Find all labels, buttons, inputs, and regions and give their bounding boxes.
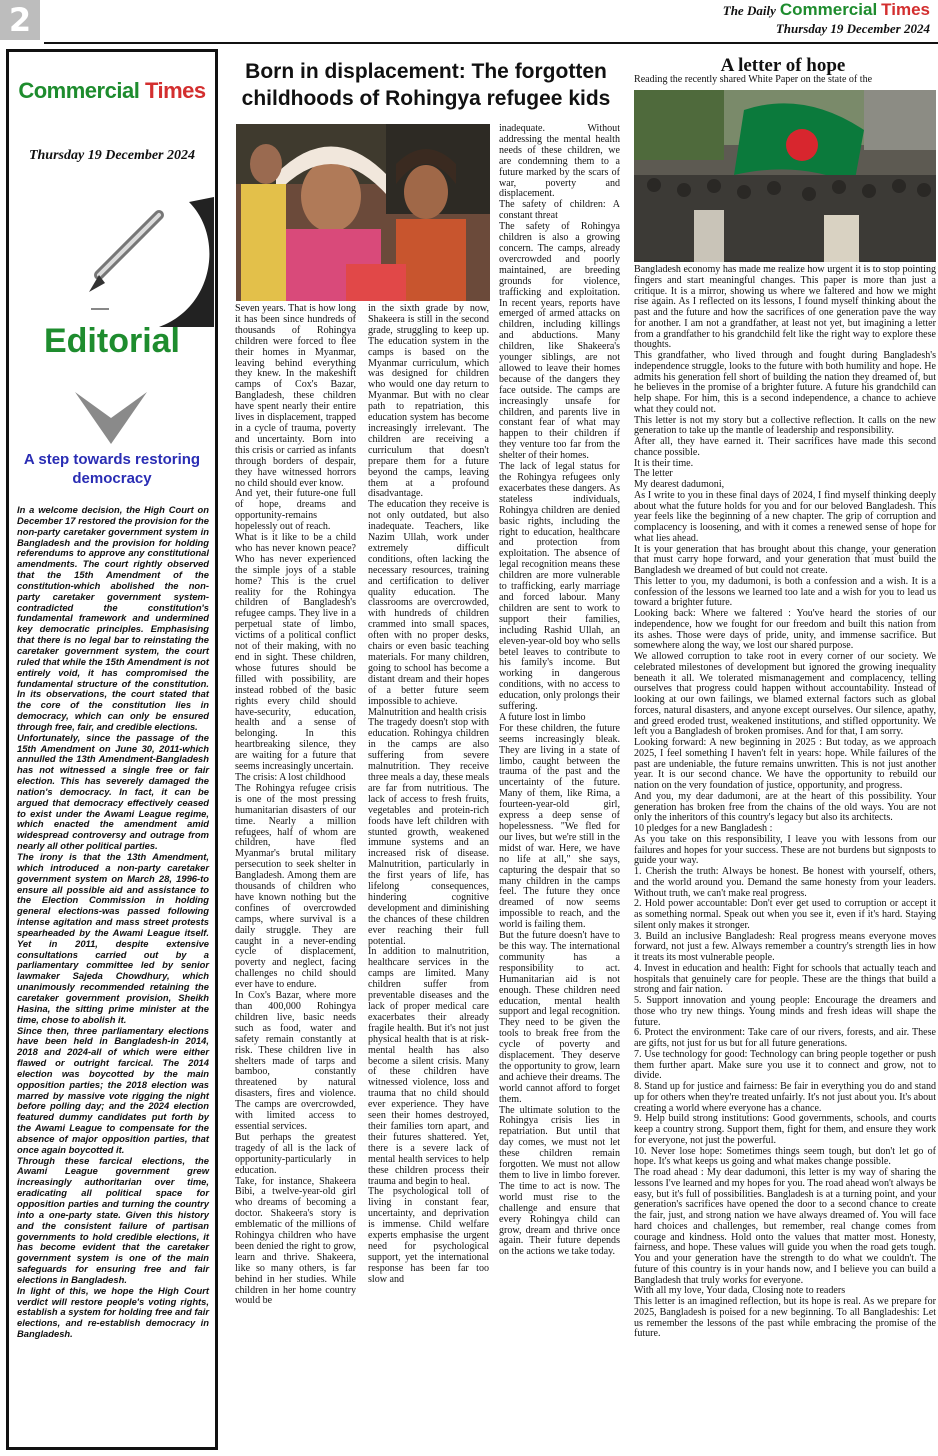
article-paragraph: In Cox's Bazar, where more than 400,000 Rohingya children live, basic needs such as food, water and safety remain constantly at risk. These children live in shelters made of tarps and bamboo, constantly threatened by natural disasters, fires and violence. The camps are overcrowded, with limited access to essential services. — [235, 990, 356, 1132]
page-number: 2 — [0, 0, 40, 40]
letter-paragraph: After all, they have earned it. Their sacrifices have made this second chance possible. — [634, 436, 936, 458]
article-paragraph: The ultimate solution to the Rohingya crisis lies in repatriation. But until that day comes, we must not let these children remain forgotten. We must not allow them to live in limbo forever. The time to act is now. The world must rise to the challenge and ensure that every Rohingya child can grow, dream and thrive once again. Their future depends on the actions we take today. — [499, 1104, 620, 1258]
letter-paragraph: 3. Build an inclusive Bangladesh: Real progress means everyone moves forward, not just a few. Always remember a country's strength lies in how it treats its most vulnerable people. — [634, 930, 936, 963]
masthead-word1: Commercial — [779, 0, 878, 19]
letter-article-body — [634, 265, 936, 1450]
letter-paragraph: 4. Invest in education and health: Fight for schools that actually teach and hospitals that genuinely care for people. These are the things that build a strong and fair nation. — [634, 962, 936, 996]
header-date: Thursday 19 December 2024 — [775, 21, 930, 36]
letter-paragraph: Looking forward: A new beginning in 2025 : But today, as we approach 2025, I feel something I haven't felt in years: hope. While failures of the past are undeniable, the future remains unwritten. This is not just another year. It is our second chance. We have the opportunity to rebuild our nation on the very foundation of justice, opportunity, and progress. — [634, 737, 936, 791]
editorial-sidebar — [6, 49, 218, 1450]
article-paragraph: Seven years. That is how long it has been since hundreds of thousands of Rohingya children were forced to flee their homes in Myanmar, leaving behind everything they knew. In the makeshift camps of Cox's Bazar, Bangladesh, these children have spent nearly their entire lives in displacement, trapped in a cycle of trauma, poverty and uncertainty. Born into this crisis or carried as infants through borders of despair, they have witnessed horrors no child should ever know. — [235, 304, 356, 489]
article-paragraph: But the future doesn't have to be this way. The international community has a responsibility to act. Humanitarian aid is not enough. These children need education, mental health support and legal recognition. They need to be given the tools to break free from the cycle of poverty and displacement. They deserve the opportunity to grow, learn and achieve their dreams. The world cannot afford to forget them. — [499, 930, 620, 1105]
article-paragraph: The education they receive is not only outdated, but also inadequate. Teachers, like Nazim Ullah, work under extremely difficult conditions, often lacking the necessary resources, training and certification to deliver quality education. The classrooms are overcrowded, with hundreds of children crammed into small spaces, often with no proper desks, chairs or even basic teaching materials. For many children, going to school has become a distant dream and their hopes of a better future seem impossible to achieve. — [368, 499, 489, 707]
article-paragraph: In addition to malnutrition, healthcare services in the camps are limited. Many children suffer from preventable diseases and the lack of proper medical care exacerbates their already fragile health. But it's not just physical health that is at risk-mental health has also become a silent crisis. Many of these children have witnessed violence, loss and trauma that no child should ever experience. They have seen their homes destroyed, their families torn apart, and their futures shattered. Yet, there is a severe lack of mental health services to help these children process their trauma and begin to heal. — [368, 946, 489, 1187]
masthead — [723, 0, 930, 20]
rohingya-column-2 — [368, 304, 489, 1444]
protest-crowd-photo — [634, 90, 936, 262]
masthead-prefix: The Daily — [722, 3, 776, 18]
editorial-paragraph: In a welcome decision, the High Court on December 17 restored the provision for the non-party caretaker government system in Bangladesh and the provision for holding referendums to approve any constitutional amendments. The court rightly observed that the 15th Amendment of the constitution-which abolished the non-party caretaker government system-contradicted the constitution's fundamental framework and undermined key democratic principles. Emphasising that there is no legal bar to reinstating the caretaker government system, the court ruled that while the 15th Amendment is not entirely void, it has compromised the fundamental structure of the constitution. In its observations, the court stated that the core of the constitution lies in democracy, which can only be ensured through free, fair, and credible elections. — [17, 504, 209, 732]
rohingya-children-photo — [236, 124, 490, 301]
letter-paragraph: Bangladesh economy has made me realize how urgent it is to stop pointing fingers and start meaningful changes. This paper is more than just a critique. It is a mirror, showing us where we faltered and how we might rise again. As I reflected on its lessons, I found myself thinking about the past and the future and how the sacrifices of one generation pave the way for another. I am not a grandfather, at least not yet, but imagining a letter from a grandfather to his grandchild felt like the right way to explore these thoughts. — [634, 265, 936, 351]
letter-paragraph: 7. Use technology for good: Technology can bring people together or push them further apart. Make sure you use it to connect and grow, not to divide. — [634, 1048, 936, 1082]
letter-paragraph: It is their time. — [634, 457, 694, 469]
letter-paragraph: And you, my dear dadumoni, are at the heart of this possibility. Your generation has broken free from the chains of the old ways. You are not only the inheritors of this country's legacy but also its architects. — [634, 790, 936, 824]
letter-paragraph: 1. Cherish the truth: Always be honest. Be honest with yourself, others, and the world around you. Demand the same honesty from your leaders. Without truth, we can't make real progress. — [634, 866, 936, 899]
article-paragraph: But perhaps the greatest tragedy of all is the lack of opportunity-particularly in education. — [235, 1131, 356, 1176]
article-paragraph: in the sixth grade by now, Shakeera is still in the second grade, struggling to keep up. The education system in the camps is based on the Myanmar curriculum, which was designed for children who would one day return to Myanmar. But with no clear path to repatriation, this education system has become increasingly irrelevant. The children are receiving a curriculum that doesn't prepare them for a future beyond the camps, leaving them at a profound disadvantage. — [368, 304, 489, 500]
arrow-down-icon — [71, 388, 151, 448]
letter-intro: Reading the recently shared White Paper on the state of the — [634, 74, 873, 85]
editorial-paragraph: Unfortunately, since the passage of the 15th Amendment on June 30, 2011-which annulled the 13th Amendment-Bangladesh has not witnessed a single free or fair election. This has severely damaged the nation's democracy. In fact, it can be argued that democracy effectively ceased to exist under the Awami League regime, which enacted the amendment amid widespread controversy and outrage from nearly all other political parties. — [17, 731, 209, 852]
logo-word1: Commercial — [18, 78, 140, 103]
sidebar-logo — [9, 78, 215, 104]
article-subhead: The safety of children: A constant threat — [499, 199, 620, 222]
letter-paragraph: 10 pledges for a new Bangladesh : — [634, 823, 773, 834]
article-paragraph: What is it like to be a child who has never known peace? Who has never experienced the simple joys of a stable home? This is the cruel reality for the Rohingya children of Bangladesh's refugee camps. They live in a perpetual state of limbo, victims of a political conflict not of their making, with no end in sight. These children, whose futures should be filled with possibility, are instead robbed of the basic rights every child should have-security, education, health and a sense of belonging. In this heartbreaking silence, they are waiting for a future that seems increasingly uncertain. — [235, 532, 356, 773]
pen-icon — [39, 197, 218, 327]
letter-paragraph: 8. Stand up for justice and fairness: Be fair in everything you do and stand up for others when they're treated unfairly. It's not just about you. It's about creating a world where everyone has a chance. — [634, 1081, 936, 1114]
letter-paragraph: My dearest dadumoni, — [634, 479, 725, 490]
editorial-paragraph: In light of this, we hope the High Court verdict will restore people's voting rights, establish a system for holding free and fair elections, and re-establish democracy in Bangladesh. — [17, 1284, 209, 1340]
sidebar-date: Thursday 19 December 2024 — [28, 148, 196, 163]
editorial-body — [17, 505, 209, 1340]
letter-paragraph: 6. Protect the environment: Take care of our rivers, forests, and air. These are gifts, not just for us but for all future generations. — [634, 1027, 936, 1049]
editorial-title: A step towards restoring democracy — [23, 451, 201, 487]
article-paragraph: For these children, the future seems increasingly bleak. They are living in a state of limbo, caught between the trauma of the past and the uncertainty of the future. Many of them, like Rima, a fourteen-year-old girl, express a deep sense of hopelessness. "We fled for our lives, but we're still in the midst of war. Here, we have no life at all," she says, capturing the despair that so many children in the camps feel. The future they once dreamed of now seems impossible to reach, and the world is failing them. — [499, 722, 620, 931]
article-paragraph: Take, for instance, Shakeera Bibi, a twelve-year-old girl who dreams of becoming a doctor. Shakeera's story is emblematic of the millions of Rohingya children who have been denied the right to grow, learn and thrive. Shakeera, like so many others, is far behind in her studies. While children in her home country would be — [235, 1175, 356, 1307]
masthead-word2: Times — [881, 0, 930, 19]
editorial-paragraph: The irony is that the 13th Amendment, which introduced a non-party caretaker government system on March 28, 1996-to ensure all possible aid and assistance to the Election Commission in holding general elections-was passed following intense agitation and mass street protests spearheaded by the Awami League itself. Yet in 2011, despite extensive consultations carried out by a parliamentary committee led by senior lawmaker Sajeda Chowdhury, which unanimously recommended retaining the caretaker government provision, Sheikh Hasina, the sitting prime minister at the time, chose to abolish it. — [17, 851, 209, 1025]
rohingya-column-3 — [499, 124, 620, 1444]
editorial-label: Editorial — [43, 322, 181, 360]
letter-paragraph: It is your generation that has brought about this change, your generation that must carry hope forward, and your generation that must build the Bangladesh we dreamed of but could not create. — [634, 543, 936, 576]
letter-paragraph: The letter — [634, 468, 673, 480]
article-subhead: The crisis: A lost childhood — [235, 771, 346, 783]
letter-paragraph: This grandfather, who lived through and fought during Bangladesh's independence struggle, looks to the future with both humility and hope. He admits his generation fell short of building the nation they dreamed of, but he believes in the promise of a brighter future. A future his grandchild can help shape. For him, this is a second independence, a chance to achieve what they could not. — [634, 350, 936, 415]
article-subhead: A future lost in limbo — [499, 711, 586, 723]
letter-paragraph: We allowed corruption to take root in every corner of our society. We celebrated milestones of development but ignored the growing inequality beneath it all. We tolerated mismanagement and complacency, telling ourselves that progress could happen without accountability. Instead of looking at our own failings, we blamed external factors such as global forces, natural disasters, and anyone except ourselves. Our silence, apathy, and greed eroded trust, weakened institutions, and stifled opportunity. We left you a Bangladesh of broken promises. And for that, I am sorry. — [634, 651, 936, 738]
editorial-paragraph: Through these farcical elections, the Awami League government grew increasingly authoritarian over time, eradicating all political space for opposition parties and turning the country into a one-party state. Given this history and the consistent failure of partisan governments to hold credible elections, it has become evident that the caretaker government system is one of the main safeguards for ensuring free and fair elections in Bangladesh. — [17, 1154, 209, 1285]
article-subhead: Malnutrition and health crisis — [368, 706, 487, 718]
logo-word2: Times — [144, 78, 206, 103]
letter-paragraph: 2. Hold power accountable: Don't ever get used to corruption or accept it as something normal. Speak out when you see it, even if it's hard. Staying silent only makes it stronger. — [634, 898, 936, 931]
article-paragraph: The safety of Rohingya children is also a growing concern. The camps, already overcrowded and poorly maintained, are breeding grounds for violence, trafficking and exploitation. In recent years, reports have emerged of armed attacks on children, including killings and abductions. Many children, like Shakeera's younger siblings, are not allowed to leave their homes because of the dangers they face outside. The camps are increasingly unsafe for children, and parents live in constant fear of what may happen to their children if they venture too far from the shelter of their homes. — [499, 221, 620, 462]
article-paragraph: The Rohingya refugee crisis is one of the most pressing humanitarian disasters of our time. Nearly a million refugees, half of whom are children, have fled Myanmar's brutal military persecution to seek shelter in Bangladesh. Among them are thousands of children who have known nothing but the confines of overcrowded camps, where survival is a daily struggle. They are caught in a never-ending cycle of displacement, poverty and neglect, facing challenges no child should ever have to endure. — [235, 782, 356, 991]
letter-paragraph: This letter to you, my dadumoni, is both a confession and a wish. It is a confession of the lessons we learned too late and a wish for you to lead us toward a brighter future. — [634, 575, 936, 609]
letter-paragraph: 9. Help build strong institutions: Good governments, schools, and courts keep a country strong. Support them, fight for them, and ensure they work for everyone, not just the powerful. — [634, 1113, 936, 1146]
letter-paragraph: Looking back: Where we faltered : You've heard the stories of our independence, how we fought for our freedom and built this nation from its ashes. Those were days of pride, unity, and immense sacrifice. But somewhere along the way, we lost our shared purpose. — [634, 608, 936, 652]
article-paragraph: The lack of legal status for the Rohingya refugees only exacerbates these dangers. As stateless individuals, Rohingya children are denied basic rights, including the right to education, healthcare and protection from exploitation. The absence of legal recognition means these children are more vulnerable to trafficking, early marriage and forced labour. Many children are sent to work to support their families, including Rashid Ullah, an eleven-year-old boy who sells betel leaves to contribute to his family's income. But working in dangerous conditions, with no access to education, only prolongs their suffering. — [499, 461, 620, 713]
letter-paragraph: With all my love, Your dada, Closing note to readers — [634, 1285, 846, 1297]
letter-paragraph: The road ahead : My dear dadumoni, this letter is my way of sharing the lessons I've learned and my hopes for you. The road ahead won't always be easy, but it's full of possibilities. Bangladesh is at a turning point, and your generation's sacrifices have opened the door to a second chance to create the fair, just, and strong nation we have always dreamed of. You will face hard choices and challenges, but remember, real change comes from courage and kindness. Hold onto the values that matter most. Honesty, fairness, and hope. These values will guide you when the road gets tough. You and your generation have the strength to do what we couldn't. The future of this country is in your hands now, and I believe you can build a Bangladesh that truly works for everyone. — [634, 1167, 936, 1286]
rohingya-column-1 — [235, 304, 356, 1444]
article-paragraph: inadequate. Without addressing the mental health needs of these children, we are condemning them to a future marked by the scars of war, poverty and displacement. — [499, 124, 620, 200]
letter-article-title: A letter of hope — [720, 55, 846, 76]
article-paragraph: The psychological toll of living in constant fear, uncertainty, and deprivation is immense. Child welfare experts emphasise the urgent need for psychological support, yet the international response has been far too slow and — [368, 1186, 489, 1285]
editorial-paragraph: Since then, three parliamentary elections have been held in Bangladesh-in 2014, 2018 and 2024-all of which were either flawed or outright farcical. The 2014 election was boycotted by the main opposition parties; the 2018 election was marred by massive vote rigging the night before polling day; and the 2024 election featured dummy candidates put forth by the Awami League to compensate for the absence of major opposition parties, that once again boycotted it. — [17, 1024, 209, 1155]
letter-paragraph: 5. Support innovation and young people: Encourage the dreamers and those who try new things. Young minds and fresh ideas will shape the future. — [634, 995, 936, 1028]
letter-paragraph: 10. Never lose hope: Sometimes things seem tough, but don't let go of hope. It's what keeps us going and what makes change possible. — [634, 1145, 936, 1168]
letter-paragraph: As you take on this responsibility, I leave you with lessons from our failures and hopes for your success. These are not burdens but signposts to guide your way. — [634, 833, 936, 867]
article-paragraph: And yet, their future-one full of hope, dreams and opportunity-remains hopelessly out of reach. — [235, 488, 356, 533]
header-rule — [44, 42, 938, 44]
article-paragraph: The tragedy doesn't stop with education. Rohingya children in the camps are also suffering from severe malnutrition. They receive three meals a day, these meals are far from nutritious. The lack of access to fresh fruits, vegetables and protein-rich foods have left children with stunted growth, weakened immune systems and an increased risk of disease. Malnutrition, particularly in the first years of life, has lifelong consequences, hindering cognitive development and diminishing the chances of these children ever reaching their full potential. — [368, 717, 489, 947]
letter-paragraph: This letter is not my story but a collective reflection. It calls on the new generation to take up the mantle of leadership and responsibility. — [634, 414, 936, 437]
letter-paragraph: This letter is an imagined reflection, but its hope is real. As we prepare for 2025, Bangladesh is poised for a new beginning. To all Bangladeshis: Let us remember the lessons of the past while embracing the promise of the future. — [634, 1296, 936, 1340]
letter-paragraph: As I write to you in these final days of 2024, I find myself thinking deeply about what the future holds for you and for our beloved Bangladesh. This year feels like the beginning of a new chapter. The grip of corruption and complacency is loosening, and with it comes a renewed sense of hope for what lies ahead. — [634, 489, 936, 544]
rohingya-article-title: Born in displacement: The forgotten childhoods of Rohingya refugee kids — [241, 60, 611, 110]
